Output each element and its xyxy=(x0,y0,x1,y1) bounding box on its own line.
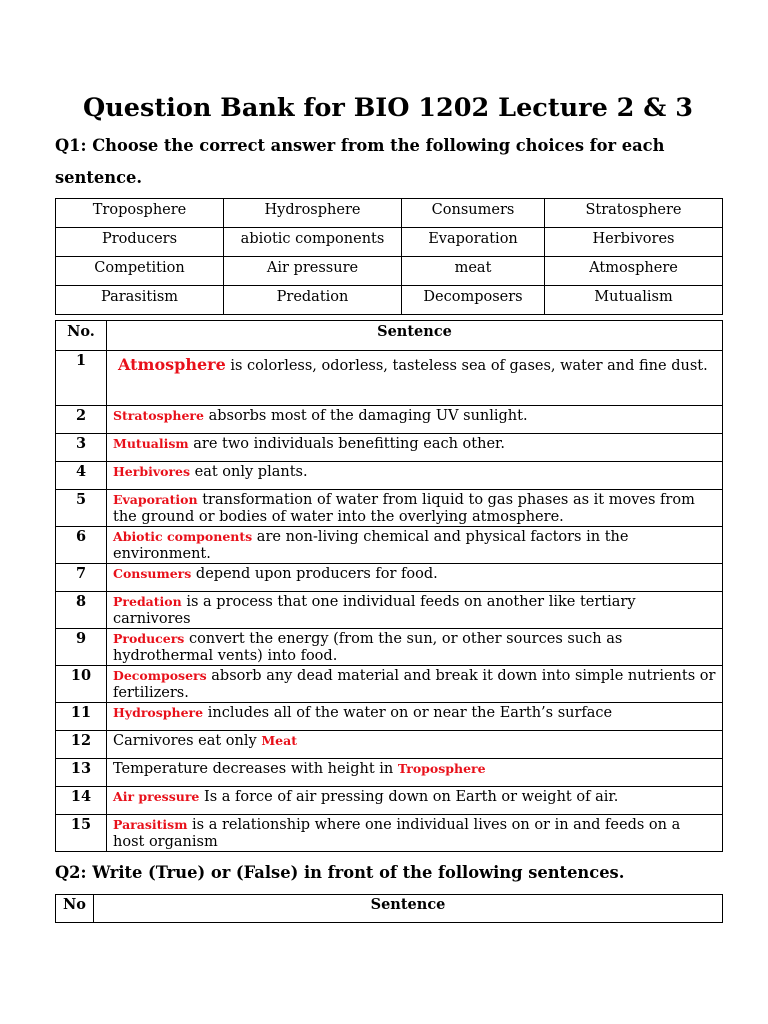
sentence-post: Is a force of air pressing down on Earth or weight of air. xyxy=(199,789,619,805)
table-row xyxy=(56,787,723,815)
row-sentence xyxy=(107,666,723,703)
choice-cell: Troposphere xyxy=(56,199,224,228)
sentence-post: eat only plants. xyxy=(190,464,308,480)
row-number: 1 xyxy=(56,351,107,406)
row-number: 11 xyxy=(56,703,107,731)
row-sentence xyxy=(107,629,723,666)
sentence-post: absorbs most of the damaging UV sunlight. xyxy=(203,408,528,424)
row-sentence xyxy=(107,351,723,406)
table-row xyxy=(56,703,723,731)
sentence-post: is a process that one individual feeds on another like tertiary carnivores xyxy=(113,594,636,627)
q1-instruction: Q1: Choose the correct answer from the following choices for each sentence. xyxy=(55,136,665,187)
answer-text: Producers xyxy=(113,631,185,646)
table-row xyxy=(56,759,723,787)
sentence-post: convert the energy (from the sun, or other sources such as hydrothermal vents) into food. xyxy=(113,631,623,664)
sentence-post: absorb any dead material and break it down into simple nutrients or fertilizers. xyxy=(113,668,716,701)
table-row xyxy=(56,434,723,462)
row-number: 12 xyxy=(56,731,107,759)
sentence-post: includes all of the water on or near the Earth’s surface xyxy=(203,705,613,721)
q2-sentence-table xyxy=(55,894,723,923)
choice-cell: Atmosphere xyxy=(545,257,723,286)
q2-instruction: Q2: Write (True) or (False) in front of the following sentences. xyxy=(55,863,625,882)
header-no: No xyxy=(56,895,94,923)
row-number: 7 xyxy=(56,564,107,592)
q1-sentence-table xyxy=(55,320,723,852)
header-sentence: Sentence xyxy=(107,321,723,351)
table-header-row xyxy=(56,895,723,923)
answer-text: Evaporation xyxy=(113,492,198,507)
row-sentence xyxy=(107,462,723,490)
choice-cell: Stratosphere xyxy=(545,199,723,228)
row-sentence xyxy=(107,759,723,787)
row-number: 5 xyxy=(56,490,107,527)
row-number: 13 xyxy=(56,759,107,787)
row-sentence xyxy=(107,815,723,852)
row-number: 3 xyxy=(56,434,107,462)
table-row xyxy=(56,629,723,666)
sentence-post: are two individuals benefitting each other. xyxy=(188,436,505,452)
choices-row xyxy=(56,228,723,257)
answer-text: Parasitism xyxy=(113,817,188,832)
table-row xyxy=(56,527,723,564)
answer-text: Stratosphere xyxy=(113,408,204,423)
table-row xyxy=(56,490,723,527)
choice-cell: Decomposers xyxy=(402,286,545,315)
choices-row xyxy=(56,286,723,315)
table-header-row xyxy=(56,321,723,351)
row-sentence xyxy=(107,703,723,731)
table-row xyxy=(56,666,723,703)
row-number: 2 xyxy=(56,406,107,434)
answer-text: Hydrosphere xyxy=(113,705,204,720)
table-row xyxy=(56,592,723,629)
answer-text: Abiotic components xyxy=(113,529,253,544)
table-row xyxy=(56,462,723,490)
answer-text: Predation xyxy=(113,594,182,609)
choice-cell: Producers xyxy=(56,228,224,257)
choices-row xyxy=(56,257,723,286)
answer-text: Herbivores xyxy=(113,464,191,479)
row-sentence xyxy=(107,564,723,592)
choice-cell: Herbivores xyxy=(545,228,723,257)
answer-text: Atmosphere xyxy=(118,355,226,374)
row-number: 4 xyxy=(56,462,107,490)
choice-cell: Competition xyxy=(56,257,224,286)
sentence-pre: Temperature decreases with height in xyxy=(113,761,398,777)
row-sentence xyxy=(107,787,723,815)
row-sentence xyxy=(107,490,723,527)
row-number: 8 xyxy=(56,592,107,629)
sentence-pre: Carnivores eat only xyxy=(113,733,262,749)
answer-text: Mutualism xyxy=(113,436,189,451)
page-title: Question Bank for BIO 1202 Lecture 2 & 3 xyxy=(83,93,693,123)
row-number: 14 xyxy=(56,787,107,815)
choice-cell: Evaporation xyxy=(402,228,545,257)
table-row xyxy=(56,731,723,759)
row-sentence xyxy=(107,527,723,564)
header-no: No. xyxy=(56,321,107,351)
row-sentence xyxy=(107,434,723,462)
answer-text: Decomposers xyxy=(113,668,207,683)
choice-cell: Parasitism xyxy=(56,286,224,315)
choices-row xyxy=(56,199,723,228)
choice-cell: meat xyxy=(402,257,545,286)
row-sentence xyxy=(107,592,723,629)
choice-cell: Mutualism xyxy=(545,286,723,315)
sentence-post: are non-living chemical and physical factors in the environment. xyxy=(113,529,629,562)
answer-text: Meat xyxy=(261,733,297,748)
sentence-post: is a relationship where one individual lives on or in and feeds on a host organism xyxy=(113,817,681,850)
row-number: 9 xyxy=(56,629,107,666)
choice-cell: Air pressure xyxy=(224,257,402,286)
choice-cell: Consumers xyxy=(402,199,545,228)
table-row xyxy=(56,564,723,592)
row-number: 15 xyxy=(56,815,107,852)
choice-cell: Predation xyxy=(224,286,402,315)
answer-text: Air pressure xyxy=(113,789,200,804)
answer-text: Consumers xyxy=(113,566,192,581)
sentence-post: depend upon producers for food. xyxy=(191,566,438,582)
row-number: 10 xyxy=(56,666,107,703)
choices-table xyxy=(55,198,723,315)
choice-cell: abiotic components xyxy=(224,228,402,257)
row-sentence xyxy=(107,731,723,759)
row-number: 6 xyxy=(56,527,107,564)
table-row xyxy=(56,406,723,434)
table-row xyxy=(56,351,723,406)
table-row xyxy=(56,815,723,852)
choice-cell: Hydrosphere xyxy=(224,199,402,228)
row-sentence xyxy=(107,406,723,434)
sentence-post: is colorless, odorless, tasteless sea of gases, water and fine dust. xyxy=(225,358,708,374)
sentence-post: transformation of water from liquid to gas phases as it moves from the ground or bodies of water into the overlying atmosphere. xyxy=(113,492,695,525)
header-sentence: Sentence xyxy=(94,895,723,923)
answer-text: Troposphere xyxy=(397,761,486,776)
